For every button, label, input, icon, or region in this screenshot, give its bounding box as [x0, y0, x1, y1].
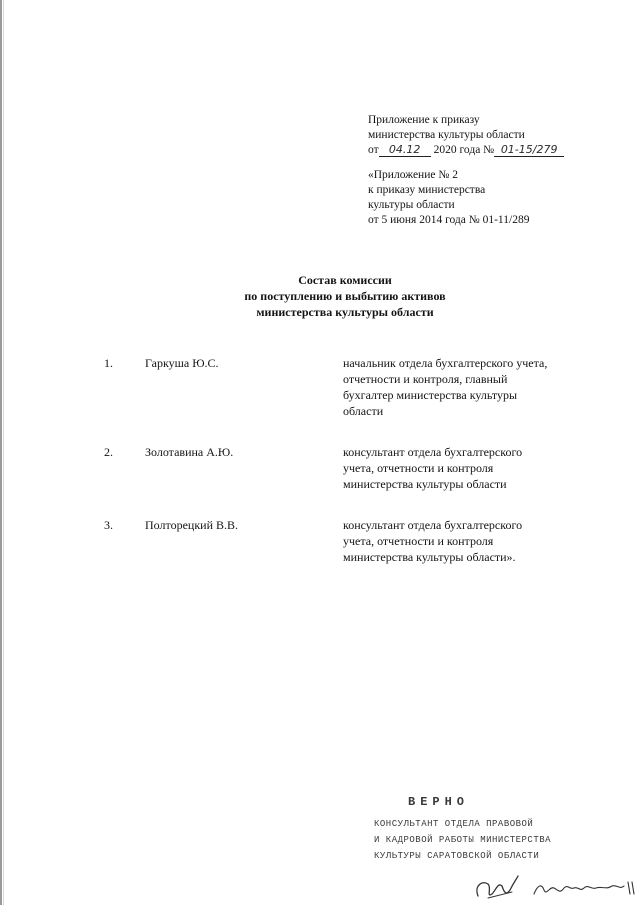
member-role [343, 355, 593, 419]
member-number: 2. [104, 445, 113, 459]
stamp-line: И КАДРОВОЙ РАБОТЫ МИНИСТЕРСТВА [374, 835, 552, 845]
scan-edge-shadow [3, 0, 4, 905]
member-name: Гаркуша Ю.С. [145, 356, 219, 370]
appendix-line-2: министерства культуры области [368, 129, 525, 141]
member-role [343, 517, 593, 565]
appendix2-line-2: к приказу министерства [368, 184, 486, 196]
member-number: 1. [104, 356, 113, 370]
member-role-line: области [343, 404, 384, 418]
appendix2-line-3: культуры области [368, 199, 455, 211]
handwritten-signature [468, 872, 638, 904]
member-number: 3. [104, 518, 113, 532]
appendix-header [368, 113, 564, 158]
member-role-line: учета, отчетности и контроля [343, 534, 494, 548]
certification-stamp [374, 795, 551, 864]
member-role-line: консультант отдела бухгалтерского [343, 518, 523, 532]
document-title [0, 272, 640, 320]
member-role-line: бухгалтер министерства культуры [343, 388, 518, 402]
scan-edge [0, 0, 2, 905]
appendix-from-prefix: от [368, 144, 379, 156]
appendix2-line-1: «Приложение № 2 [368, 169, 458, 181]
appendix-order-line [368, 143, 564, 158]
member-role-line: министерства культуры области [343, 477, 507, 491]
member-role-line: министерства культуры области». [343, 550, 516, 564]
member-row [104, 517, 604, 565]
member-role-line: учета, отчетности и контроля [343, 461, 494, 475]
member-role-line: начальник отдела бухгалтерского учета, [343, 356, 548, 370]
stamp-line: КОНСУЛЬТАНТ ОТДЕЛА ПРАВОВОЙ [374, 819, 534, 829]
title-line-1: Состав комиссии [298, 273, 392, 287]
handwritten-order-number: 01-15/279 [494, 143, 564, 157]
member-role-line: отчетности и контроля, главный [343, 372, 508, 386]
member-name: Полторецкий В.В. [145, 518, 239, 532]
member-row [104, 444, 604, 492]
handwritten-date: 04.12 [379, 143, 431, 157]
title-line-3: министерства культуры области [256, 305, 434, 319]
appendix-line-1: Приложение к приказу [368, 114, 480, 126]
member-name: Золотавина А.Ю. [145, 445, 234, 459]
commission-members-list [104, 355, 604, 590]
member-row [104, 355, 604, 419]
appendix-2-header [368, 168, 529, 228]
member-role-line: консультант отдела бухгалтерского [343, 445, 523, 459]
appendix-year-text: 2020 года № [433, 144, 495, 156]
title-line-2: по поступлению и выбытию активов [244, 289, 446, 303]
appendix2-line-4: от 5 июня 2014 года № 01-11/289 [368, 214, 530, 226]
stamp-title: ВЕРНО [408, 795, 470, 809]
member-role [343, 444, 593, 492]
stamp-line: КУЛЬТУРЫ САРАТОВСКОЙ ОБЛАСТИ [374, 851, 540, 861]
